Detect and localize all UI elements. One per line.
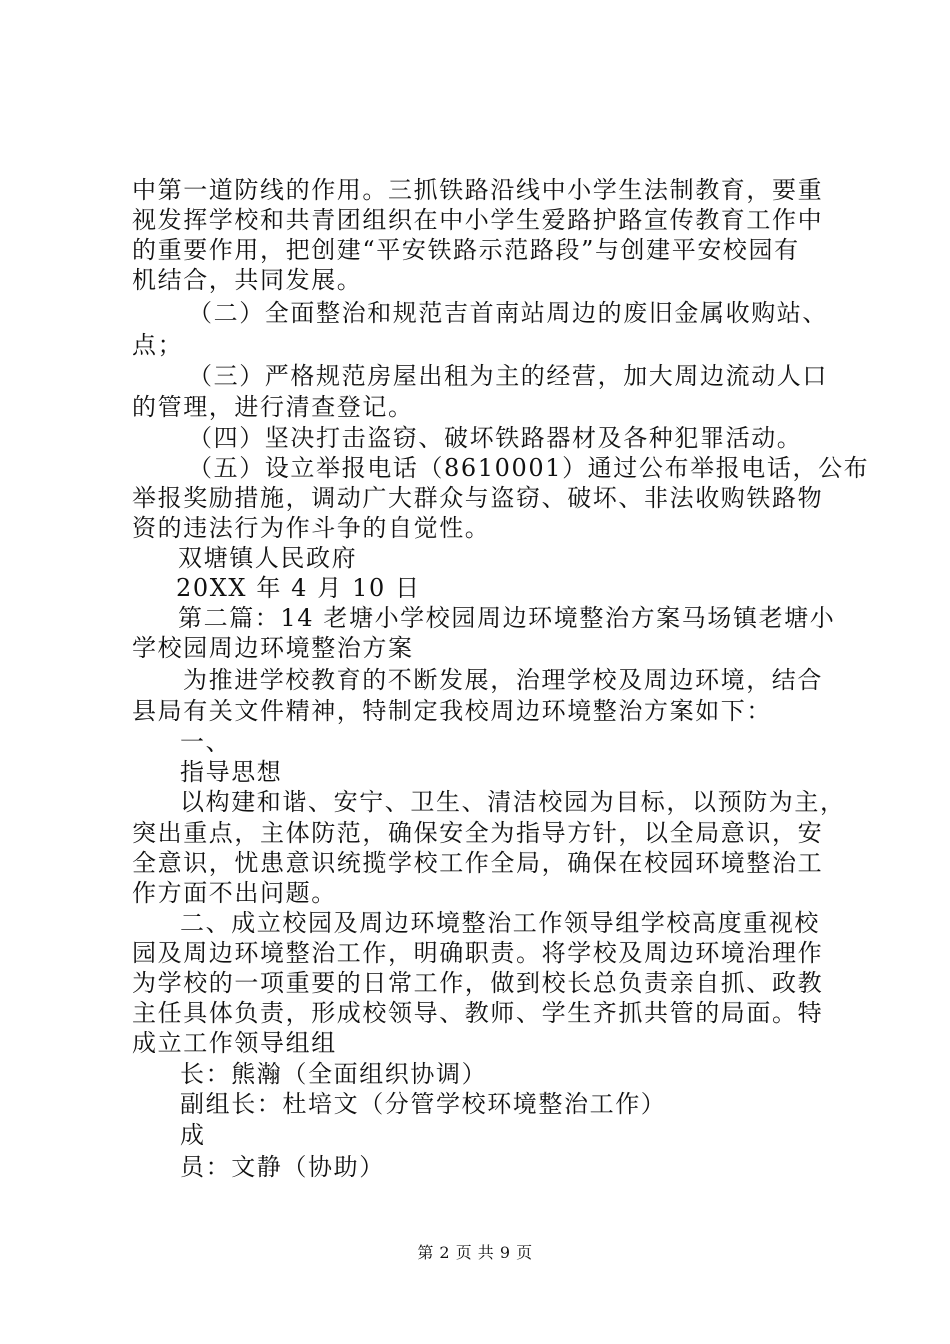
text-line: 全意识，忧患意识统揽学校工作全局，确保在校园环境整治工 [132,849,824,877]
text-line: 机结合，共同发展。 [132,266,363,294]
text-line: （四）坚决打击盗窃、破坏铁路器材及各种犯罪活动。 [188,424,803,452]
text-line: 副组长：杜培文（分管学校环境整治工作） [180,1090,667,1118]
text-line: 县局有关文件精神，特制定我校周边环境整治方案如下： [132,697,772,725]
text-line: 的重要作用，把创建“平安铁路示范路段”与创建平安校园有 [132,236,800,264]
text-line: 园及周边环境整治工作，明确职责。将学校及周边环境治理作 [132,939,824,967]
text-line: 视发挥学校和共青团组织在中小学生爱路护路宣传教育工作中 [132,206,824,234]
text-line: 作方面不出问题。 [132,879,337,907]
text-line: 长：熊瀚（全面组织协调） [180,1060,488,1088]
text-line: 中第一道防线的作用。三抓铁路沿线中小学生法制教育，要重 [132,176,824,204]
text-line: （二）全面整治和规范吉首南站周边的废旧金属收购站、 [188,299,828,327]
text-line: 指导思想 [180,758,283,786]
text-line: 以构建和谐、安宁、卫生、清洁校园为目标，以预防为主， [180,788,846,816]
text-line: 的管理，进行清查登记。 [132,393,414,421]
text-line: 为学校的一项重要的日常工作，做到校长总负责亲自抓、政教 [132,969,824,997]
text-line: 成 [180,1121,206,1149]
text-line: 成立工作领导组组 [132,1029,337,1057]
text-line: 双塘镇人民政府 [178,544,358,572]
text-line: 二、成立校园及周边环境整治工作领导组学校高度重视校 [180,909,820,937]
text-line: 突出重点，主体防范，确保安全为指导方针，以全局意识，安 [132,819,824,847]
text-line: 资的违法行为作斗争的自觉性。 [132,514,491,542]
text-line: 点； [132,331,184,359]
text-line: 为推进学校教育的不断发展，治理学校及周边环境，结合 [183,666,823,694]
text-line: 主任具体负责，形成校领导、教师、学生齐抓共管的局面。特 [132,999,824,1027]
text-line: 举报奖励措施，调动广大群众与盗窃、破坏、非法收购铁路物 [132,484,824,512]
text-line: 一、 [180,728,232,756]
text-line: （三）严格规范房屋出租为主的经营，加大周边流动人口 [188,362,828,390]
text-line: 学校园周边环境整治方案 [132,634,414,662]
text-line: （五）设立举报电话（8610001）通过公布举报电话，公布 [188,454,870,482]
text-line: 第二篇：14 老塘小学校园周边环境整治方案马场镇老塘小 [178,604,836,632]
text-line: 员：文静（协助） [180,1153,385,1181]
text-line: 20XX 年 4 月 10 日 [176,574,421,602]
page-footer: 第 2 页 共 9 页 [417,1243,533,1262]
